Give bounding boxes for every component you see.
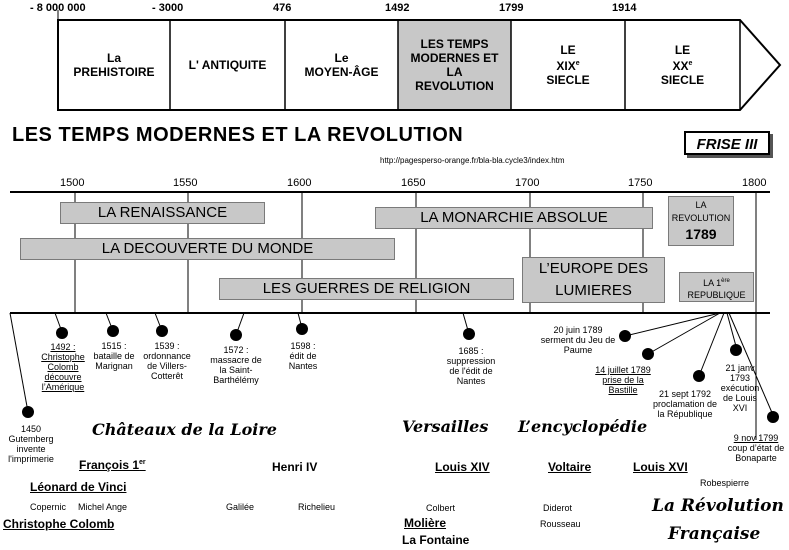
label-richelieu: Richelieu (298, 502, 336, 512)
event-1792: 21 sept 1792 proclamation de la République (652, 389, 718, 419)
event-1685: 1685 : suppression de l'édit de Nantes (446, 346, 496, 386)
date-label: 1914 (612, 2, 637, 14)
date-label: - 8 000 000 (30, 2, 86, 14)
page-title: LES TEMPS MODERNES ET LA REVOLUTION (12, 124, 464, 146)
label-robespierre: Robespierre (700, 478, 750, 488)
label-voltaire: Voltaire (548, 460, 592, 474)
date-label: 476 (273, 2, 292, 14)
axis-year: 1600 (287, 177, 312, 189)
label-diderot: Diderot (543, 503, 573, 513)
label-christophe-colomb: Christophe Colomb (3, 517, 115, 531)
era-temps-modernes: LES TEMPS MODERNES ET LA REVOLUTION (410, 37, 499, 93)
event-1450: 1450 Gutemberg invente l'imprimerie (8, 424, 54, 464)
label-louis-xvi: Louis XVI (633, 460, 688, 474)
event-1793: 21 janv 1793 exécution de Louis XVI (720, 363, 760, 413)
event-1598: 1598 : édit de Nantes (288, 341, 318, 371)
source-url: http://pagesperso-orange.fr/bla-bla.cycle3/index.htm (380, 156, 565, 165)
label-michel-ange: Michel Ange (78, 502, 128, 512)
axis-year: 1650 (401, 177, 426, 189)
period-renaissance: LA RENAISSANCE (60, 202, 265, 224)
period-europe-lumieres: L’EUROPE DES LUMIERES (522, 257, 665, 303)
date-label: 1492 (385, 2, 410, 14)
label-chateaux-loire: Châteaux de la Loire (92, 420, 277, 439)
era-xx-siecle: LE XXe SIECLE (660, 43, 705, 87)
event-dot-1685 (463, 328, 475, 340)
event-dot-1492 (56, 327, 68, 339)
event-dot-1789-juillet (642, 348, 654, 360)
event-dot-1515 (107, 325, 119, 337)
event-dot-1572 (230, 329, 242, 341)
period-monarchie-absolue: LA MONARCHIE ABSOLUE (375, 207, 653, 229)
axis-year: 1500 (60, 177, 85, 189)
event-dot-1598 (296, 323, 308, 335)
event-1515: 1515 : bataille de Marignan (93, 341, 135, 371)
period-guerres-religion: LES GUERRES DE RELIGION (219, 278, 514, 300)
label-encyclopedie: L’encyclopédie (518, 417, 648, 436)
period-premiere-republique: LA 1ère REPUBLIQUE (679, 272, 754, 302)
era-antiquite: L' ANTIQUITE (188, 58, 267, 72)
frise-badge: FRISE III (684, 131, 770, 155)
event-dot-1539 (156, 325, 168, 337)
period-decouverte-monde: LA DECOUVERTE DU MONDE (20, 238, 395, 260)
label-revolution-francaise-1: La Révolution (652, 496, 784, 516)
label-leonard-de-vinci: Léonard de Vinci (30, 480, 127, 494)
label-versailles: Versailles (402, 417, 489, 436)
label-galilee: Galilée (226, 502, 255, 512)
label-francois-1er: François 1er (79, 458, 146, 472)
event-dot-1792 (693, 370, 705, 382)
axis-year: 1800 (742, 177, 767, 189)
event-dot-1450 (22, 406, 34, 418)
label-henri-iv: Henri IV (272, 460, 318, 474)
event-1789-juillet: 14 juillet 1789 prise de la Bastille (595, 365, 651, 395)
era-moyen-age: Le MOYEN-ÂGE (304, 51, 379, 79)
label-louis-xiv: Louis XIV (435, 460, 490, 474)
label-copernic: Copernic (30, 502, 67, 512)
era-xix-siecle: LE XIXe SIECLE (546, 43, 590, 87)
period-revolution-1789: LA REVOLUTION 1789 (668, 196, 734, 246)
date-label: - 3000 (152, 2, 184, 14)
event-1572: 1572 : massacre de la Saint- Barthélémy (210, 345, 262, 385)
date-label: 1799 (499, 2, 524, 14)
event-1492: 1492 : Christophe Colomb découvre l’Amérique (41, 342, 85, 392)
event-1799: 9 nov 1799 coup d’état de Bonaparte (727, 433, 785, 463)
era-prehistoire: La PREHISTOIRE (73, 51, 155, 79)
label-moliere: Molière (404, 516, 447, 530)
label-la-fontaine: La Fontaine (402, 533, 470, 547)
axis-year: 1750 (628, 177, 653, 189)
label-revolution-francaise-2: Française (668, 524, 761, 544)
axis-year: 1700 (515, 177, 540, 189)
event-dot-1793 (730, 344, 742, 356)
label-rousseau: Rousseau (540, 519, 581, 529)
event-1789-juin: 20 juin 1789 serment du Jeu de Paume (540, 325, 616, 355)
label-colbert: Colbert (426, 503, 456, 513)
event-1539: 1539 : ordonnance de Villers- Cotterêt (143, 341, 191, 381)
axis-year: 1550 (173, 177, 198, 189)
event-dot-1789-juin (619, 330, 631, 342)
event-dot-1799 (767, 411, 779, 423)
